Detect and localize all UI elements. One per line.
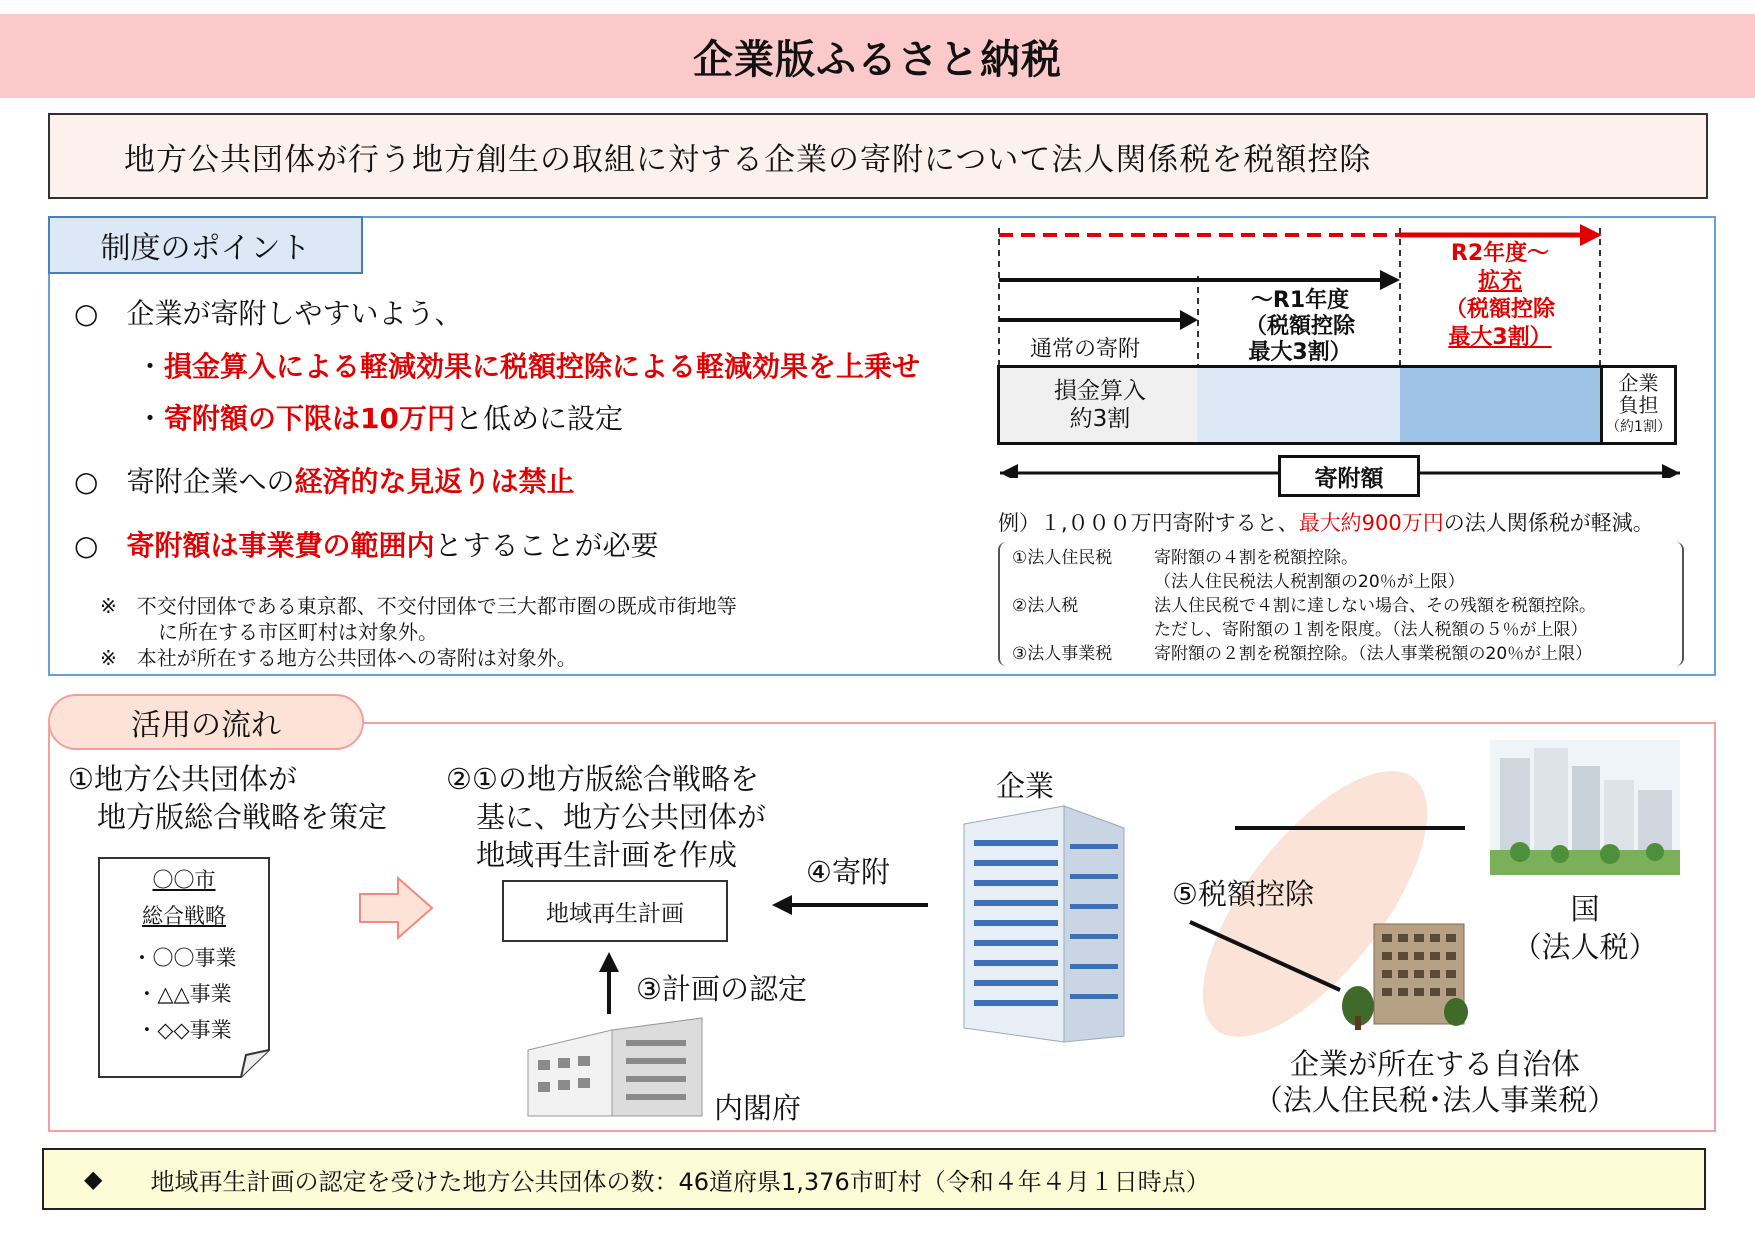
point-item-2: ・損金算入による軽減効果に税額控除による軽減効果を上乗せ [136, 350, 921, 383]
note-2: ※ 本社が所在する地方公共団体への寄附は対象外。 [100, 646, 577, 670]
points-tab: 制度のポイント [48, 216, 363, 274]
page-title: 企業版ふるさと納税 [0, 14, 1755, 98]
point-item-4: ○ 寄附企業への経済的な見返りは禁止 [74, 465, 575, 498]
donation-arrow-icon [770, 890, 930, 920]
note-1b: に所在する市区町村は対象外。 [158, 620, 438, 644]
right-arrow-icon [358, 876, 434, 940]
regional-plan-box: 地域再生計画 [502, 880, 728, 942]
example-text: 例）１,０００万円寄附すると、最大約900万円の法人関係税が軽減。 [998, 511, 1654, 535]
company-building-icon [944, 804, 1144, 1054]
strategy-document: 〇〇市 総合戦略 ・〇〇事業 ・△△事業 ・◇◇事業 [131, 868, 237, 1042]
normal-donation-label: 通常の寄附 [1030, 337, 1141, 362]
donation-amount-label: 寄附額 [1278, 455, 1420, 497]
step-4: ④寄附 [806, 855, 890, 889]
r2-label: R2年度～ 拡充 （税額控除 最大3割） [1444, 241, 1555, 350]
point-item-1: ○ 企業が寄附しやすいよう、 [74, 297, 463, 330]
cabinet-office-building-icon [522, 1010, 712, 1118]
local-government-label: 企業が所在する自治体 （法人住民税･法人事業税） [1253, 1047, 1617, 1117]
point-item-5: ○ 寄附額は事業費の範囲内とすることが必要 [74, 529, 659, 562]
cell-r2 [1400, 365, 1600, 445]
r1-label: ～R1年度 （税額控除 最大3割） [1244, 288, 1355, 365]
company-label: 企業 [996, 769, 1055, 803]
step-1: ①地方公共団体が 地方版総合戦略を策定 [68, 762, 388, 834]
note-1: ※ 不交付団体である東京都、不交付団体で三大都市圏の既成市街地等 [100, 594, 737, 618]
flow-tab: 活用の流れ [48, 694, 364, 750]
point-item-3: ・寄附額の下限は10万円と低めに設定 [136, 402, 623, 435]
cell-company-burden: 企業 負担 （約1割） [1600, 365, 1677, 445]
step-5: ⑤税額控除 [1172, 877, 1314, 911]
step-2: ②①の地方版総合戦略を 基に、地方公共団体が 地域再生計画を作成 [446, 762, 767, 872]
cell-r1 [1197, 365, 1400, 445]
summary-box: 地方公共団体が行う地方創生の取組に対する企業の寄附について法人関係税を税額控除 [48, 113, 1708, 199]
cell-son-kin: 損金算入 約3割 [997, 365, 1200, 445]
national-label: 国 （法人税） [1512, 892, 1658, 964]
approval-arrow-icon [594, 950, 624, 1016]
tax-breakdown: ①法人住民税 寄附額の４割を税額控除。 （法人住民税法人税割額の20％が上限） ②法人税 法人住民税で４割に達しない場合、その残額を税額控除。 ただし、寄附額の１割を限度。（法人税額の５％が上限） ③法人事業税 寄附額の２割を税額控除。（法人事業税額の20％が上限） [998, 542, 1684, 666]
city-skyline-icon [1490, 740, 1680, 875]
local-government-building-icon [1340, 920, 1470, 1032]
cabinet-office-label: 内閣府 [714, 1091, 802, 1125]
step-3: ③計画の認定 [636, 972, 807, 1006]
footer-note: ◆ 地域再生計画の認定を受けた地方公共団体の数：46道府県1,376市町村（令和４年４月１日時点） [42, 1148, 1706, 1210]
